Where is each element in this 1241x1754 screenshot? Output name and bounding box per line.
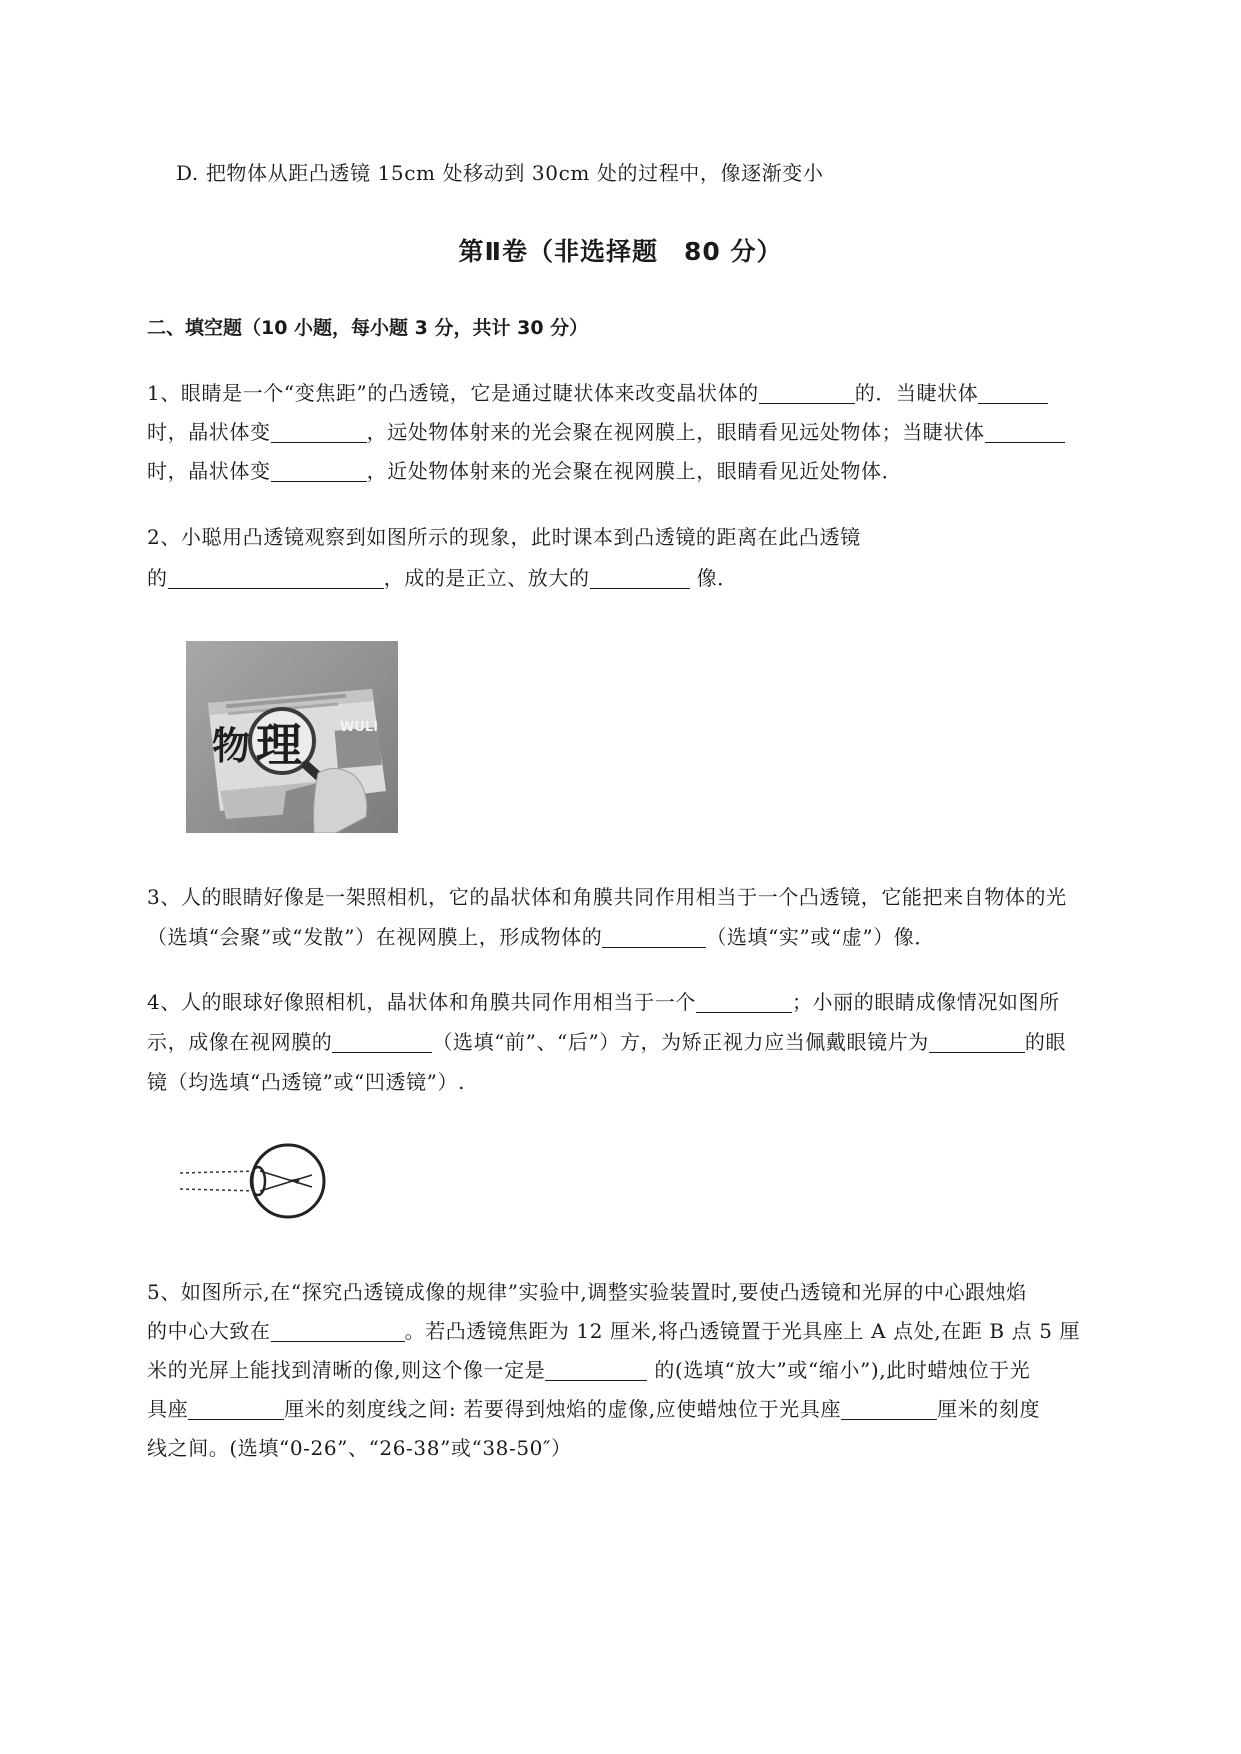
part-title: 第Ⅱ卷（非选择题 80 分）: [458, 237, 783, 266]
q1-blank-5[interactable]: [271, 459, 367, 482]
eyeball-icon: [252, 1145, 324, 1217]
q4-blank-2[interactable]: [332, 1030, 432, 1053]
q3-line-2: （选填“会聚”或“发散”）在视网膜上，形成物体的 （选填“实”或“虚”）像．: [147, 925, 936, 949]
q5-line-1: 5、如图所示,在“探究凸透镜成像的规律”实验中,调整实验装置时,要使凸透镜和光屏的中心跟烛焰: [147, 1280, 1027, 1304]
q5-blank-2[interactable]: [545, 1358, 647, 1381]
light-ray-bottom-icon: [180, 1189, 258, 1191]
q2-blank-1[interactable]: [168, 566, 384, 589]
q4-line-3: 镜（均选填“凸透镜”或“凹透镜”）.: [147, 1070, 466, 1094]
q5-blank-1[interactable]: [271, 1319, 405, 1342]
q5-line-3: 米的光屏上能找到清晰的像,则这个像一定是 的(选填“放大”或“缩小”),此时蜡烛位于光: [147, 1358, 1031, 1382]
refracted-ray-bottom-icon: [260, 1175, 312, 1191]
q1-blank-4[interactable]: [985, 420, 1065, 443]
q1-line-1: 1、眼睛是一个“变焦距”的凸透镜，它是通过睫状体来改变晶状体的 的．当睫状体: [147, 378, 1048, 408]
q4-line-1: 4、人的眼球好像照相机，晶状体和角膜共同作用相当于一个 ；小丽的眼睛成像情况如图所: [147, 990, 1060, 1014]
q4-blank-3[interactable]: [929, 1030, 1025, 1053]
q4-blank-1[interactable]: [696, 990, 792, 1013]
refracted-ray-top-icon: [260, 1171, 312, 1187]
option-d: D. 把物体从距凸透镜 15cm 处移动到 30cm 处的过程中，像逐渐变小: [176, 161, 824, 185]
q4-line-2: 示，成像在视网膜的 （选填“前”、“后”）方，为矫正视力应当佩戴眼镜片为 的眼: [147, 1030, 1067, 1054]
q5-line-4: 具座 厘米的刻度线之间: 若要得到烛焰的虚像,应使蜡烛位于光具座 厘米的刻度: [147, 1397, 1041, 1421]
photo-char-li: 理: [256, 718, 302, 772]
q2-line-1: 2、小聪用凸透镜观察到如图所示的现象，此时课本到凸透镜的距离在此凸透镜: [147, 525, 861, 549]
section-title: 二、填空题（10 小题，每小题 3 分，共计 30 分）: [147, 317, 589, 339]
photo-char-wu: 物: [212, 724, 251, 768]
magnifier-photo-icon: [186, 641, 398, 833]
magnifier-textbook-photo: [186, 641, 398, 833]
q2-blank-2[interactable]: [590, 566, 690, 589]
q1-blank-3[interactable]: [271, 420, 367, 443]
q1-blank-2[interactable]: [978, 381, 1048, 404]
eye-diagram: [178, 1143, 338, 1243]
q5-line-5: 线之间。(选填“0-26”、“26-38”或“38-50″）: [147, 1436, 572, 1460]
q5-blank-3[interactable]: [188, 1397, 284, 1420]
q1-blank-1[interactable]: [759, 381, 855, 404]
q1-line-2: 时，晶状体变 ，远处物体射来的光会聚在视网膜上，眼睛看见远处物体；当睫状体: [147, 417, 1065, 447]
photo-wuli-text: WULI: [340, 720, 379, 735]
q1-line-3: 时，晶状体变 ，近处物体射来的光会聚在视网膜上，眼睛看见近处物体．: [147, 459, 903, 483]
q2-line-2: 的 ，成的是正立、放大的 像．: [147, 566, 738, 590]
q5-blank-4[interactable]: [841, 1397, 937, 1420]
q3-blank-1[interactable]: [602, 925, 706, 948]
light-ray-top-icon: [180, 1171, 258, 1173]
q5-line-2: 的中心大致在 。若凸透镜焦距为 12 厘米,将凸透镜置于光具座上 A 点处,在距 B 点 5 厘: [147, 1319, 1081, 1343]
q3-line-1: 3、人的眼睛好像是一架照相机，它的晶状体和角膜共同作用相当于一个凸透镜，它能把来自物体的光: [147, 885, 1067, 909]
